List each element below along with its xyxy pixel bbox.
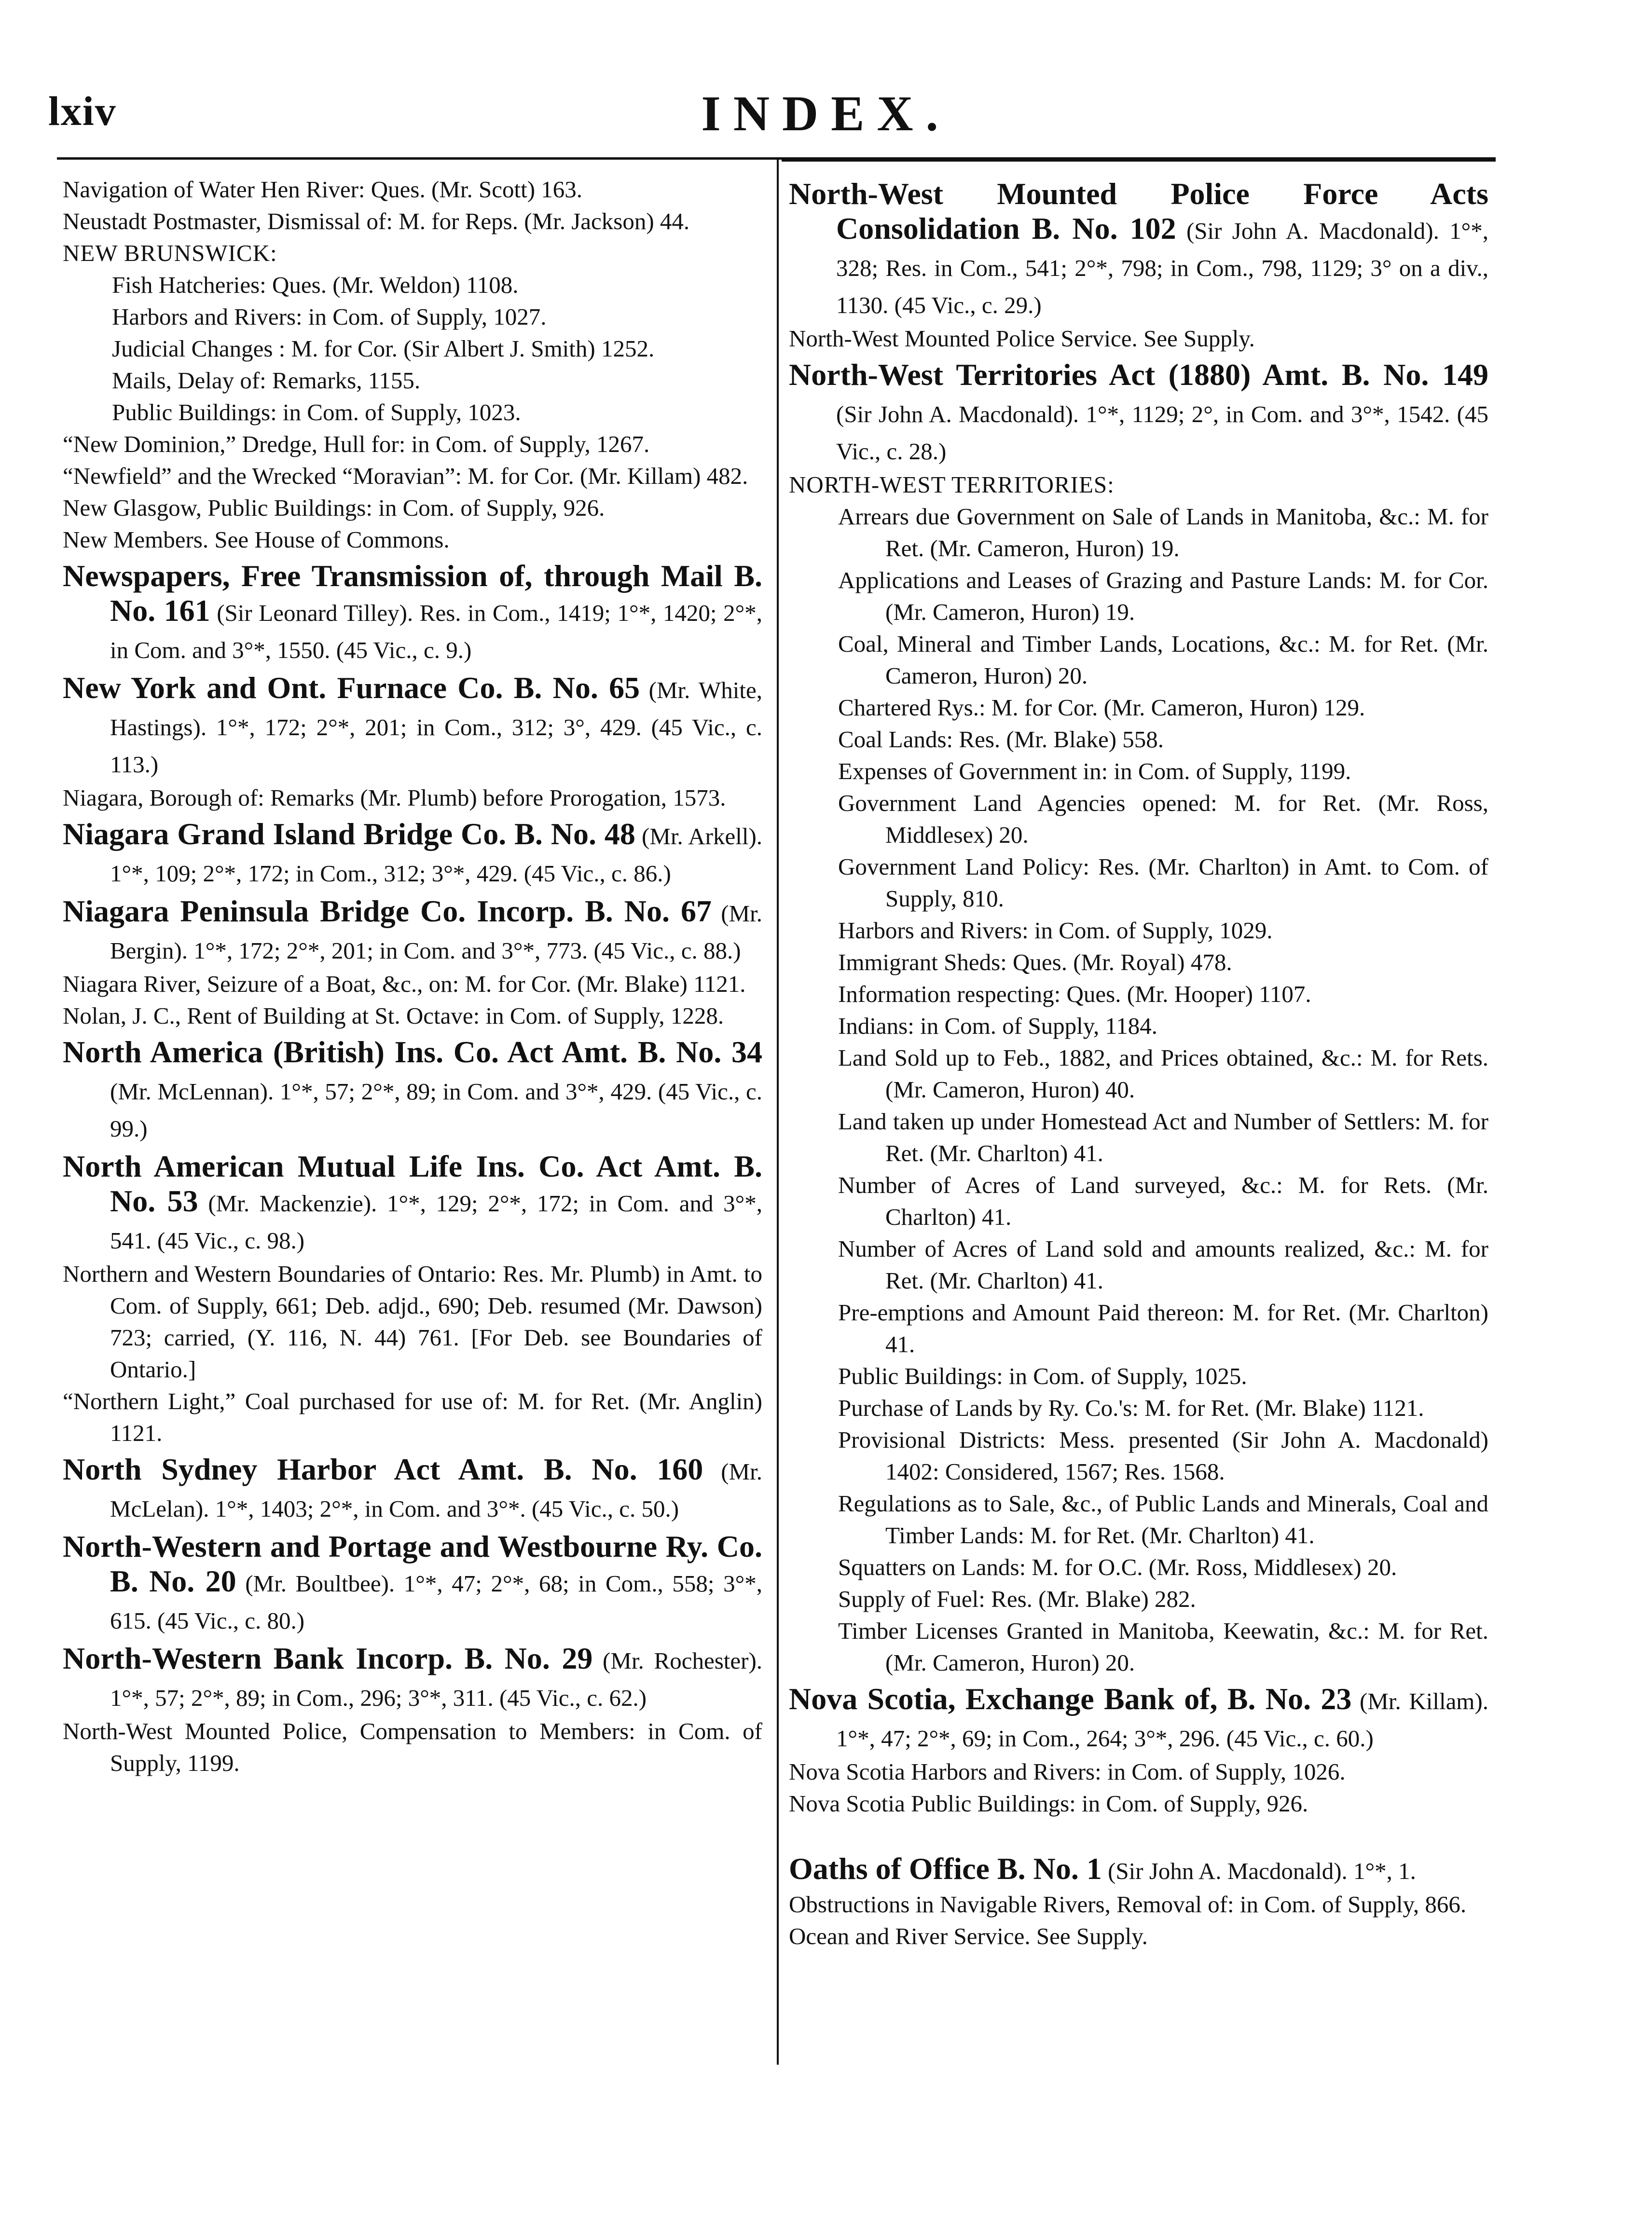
- right-column: [789, 174, 1488, 1952]
- page-number: lxiv: [48, 88, 117, 134]
- bill-details: (Mr. Mackenzie). 1°*, 129; 2°*, 172; in Com. and 3°*, 541. (45 Vic., c. 98.): [110, 1190, 763, 1254]
- index-subentry: Supply of Fuel: Res. (Mr. Blake) 282.: [838, 1586, 1196, 1612]
- index-entry-bill: [63, 559, 762, 668]
- index-subentry: Public Buildings: in Com. of Supply, 1025.: [838, 1363, 1247, 1389]
- index-subentry: Number of Acres of Land surveyed, &c.: M. for Rets. (Mr. Charlton) 41.: [838, 1172, 1488, 1230]
- index-entry: Northern and Western Boundaries of Ontario: Res. Mr. Plumb) in Amt. to Com. of Supply, 661; Deb. adjd., 690; Deb. resumed (Mr. Dawson) 723; carried, (Y. 116, N. 44) 761. [For Deb. see Boundaries of Ontario.]: [63, 1261, 762, 1383]
- index-entry-bill: [63, 1035, 762, 1146]
- index-heading: NEW BRUNSWICK:: [63, 240, 277, 266]
- index-subentry: Timber Licenses Granted in Manitoba, Keewatin, &c.: M. for Ret. (Mr. Cameron, Huron) 20.: [838, 1618, 1488, 1676]
- index-entry: “Newfield” and the Wrecked “Moravian”: M. for Cor. (Mr. Killam) 482.: [63, 463, 748, 489]
- index-subentry: Expenses of Government in: in Com. of Supply, 1199.: [838, 758, 1351, 784]
- index-subentry: Squatters on Lands: M. for O.C. (Mr. Ross, Middlesex) 20.: [838, 1554, 1397, 1580]
- index-entry-bill: [63, 1529, 762, 1638]
- index-entry: Nolan, J. C., Rent of Building at St. Octave: in Com. of Supply, 1228.: [63, 1002, 724, 1029]
- page-title: INDEX.: [701, 86, 951, 141]
- bill-details: (Sir John A. Macdonald). 1°*, 1.: [1101, 1858, 1416, 1884]
- index-subentry: Mails, Delay of: Remarks, 1155.: [112, 367, 421, 394]
- index-entry: Nova Scotia Harbors and Rivers: in Com. of Supply, 1026.: [789, 1758, 1346, 1785]
- index-entry-bill: [789, 1851, 1488, 1889]
- index-subentry: Information respecting: Ques. (Mr. Hooper) 1107.: [838, 981, 1311, 1007]
- index-entry: “Northern Light,” Coal purchased for use of: M. for Ret. (Mr. Anglin) 1121.: [63, 1388, 762, 1446]
- index-heading: NORTH-WEST TERRITORIES:: [789, 471, 1115, 498]
- index-entry: Neustadt Postmaster, Dismissal of: M. for Reps. (Mr. Jackson) 44.: [63, 208, 690, 234]
- index-subentry: Fish Hatcheries: Ques. (Mr. Weldon) 1108.: [112, 272, 519, 298]
- bill-title: Niagara Peninsula Bridge Co. Incorp. B. No. 67: [63, 894, 712, 928]
- index-subentry: Government Land Policy: Res. (Mr. Charlton) in Amt. to Com. of Supply, 810.: [838, 853, 1488, 912]
- header-rule-right: [782, 157, 1496, 162]
- index-entry: Navigation of Water Hen River: Ques. (Mr. Scott) 163.: [63, 176, 583, 203]
- index-subentry: Harbors and Rivers: in Com. of Supply, 1029.: [838, 917, 1273, 944]
- index-subentry: Pre-emptions and Amount Paid thereon: M. for Ret. (Mr. Charlton) 41.: [838, 1299, 1488, 1357]
- index-subentry: Land Sold up to Feb., 1882, and Prices obtained, &c.: M. for Rets. (Mr. Cameron, Huron) 40.: [838, 1044, 1488, 1103]
- bill-title: Newspapers, Free Transmission of, through Mail B. No. 161: [63, 559, 762, 628]
- index-subentry: Government Land Agencies opened: M. for Ret. (Mr. Ross, Middlesex) 20.: [838, 790, 1488, 848]
- bill-details: (Sir John A. Macdonald). 1°*, 1129; 2°, in Com. and 3°*, 1542. (45 Vic., c. 28.): [836, 401, 1488, 465]
- bill-title: North-West Mounted Police Force Acts Consolidation B. No. 102: [789, 177, 1488, 246]
- bill-title: Nova Scotia, Exchange Bank of, B. No. 23: [789, 1682, 1352, 1716]
- index-subentry: Indians: in Com. of Supply, 1184.: [838, 1013, 1157, 1039]
- index-entry-bill: [63, 1641, 762, 1715]
- bill-details: (Mr. Rochester). 1°*, 57; 2°*, 89; in Com., 296; 3°*, 311. (45 Vic., c. 62.): [110, 1647, 763, 1711]
- index-subentry: Purchase of Lands by Ry. Co.'s: M. for Ret. (Mr. Blake) 1121.: [838, 1395, 1424, 1421]
- bill-details: (Mr. McLelan). 1°*, 1403; 2°*, in Com. and 3°*. (45 Vic., c. 50.): [110, 1458, 762, 1522]
- index-subentry: Number of Acres of Land sold and amounts realized, &c.: M. for Ret. (Mr. Charlton) 41.: [838, 1235, 1488, 1294]
- index-entry: Ocean and River Service. See Supply.: [789, 1923, 1148, 1949]
- index-entry-bill: [63, 1149, 762, 1258]
- index-entry: New Glasgow, Public Buildings: in Com. of Supply, 926.: [63, 494, 605, 521]
- index-entry: Obstructions in Navigable Rivers, Removal of: in Com. of Supply, 866.: [789, 1891, 1467, 1918]
- index-entry: “New Dominion,” Dredge, Hull for: in Com. of Supply, 1267.: [63, 431, 650, 457]
- bill-title: North-Western and Portage and Westbourne Ry. Co. B. No. 20: [63, 1529, 762, 1598]
- column-divider: [777, 159, 779, 2065]
- bill-details: (Mr. Arkell). 1°*, 109; 2°*, 172; in Com., 312; 3°*, 429. (45 Vic., c. 86.): [110, 823, 763, 887]
- bill-title: North America (British) Ins. Co. Act Amt. B. No. 34: [63, 1035, 762, 1069]
- bill-details: (Mr. McLennan). 1°*, 57; 2°*, 89; in Com. and 3°*, 429. (45 Vic., c. 99.): [110, 1078, 762, 1142]
- index-subentry: Provisional Districts: Mess. presented (Sir John A. Macdonald) 1402: Considered, 1567; Res. 1568.: [838, 1426, 1488, 1485]
- bill-title: North Sydney Harbor Act Amt. B. No. 160: [63, 1452, 703, 1486]
- index-subentry: Harbors and Rivers: in Com. of Supply, 1027.: [112, 303, 547, 330]
- index-subentry: Public Buildings: in Com. of Supply, 1023.: [112, 399, 521, 425]
- bill-title: New York and Ont. Furnace Co. B. No. 65: [63, 671, 640, 705]
- index-entry: North-West Mounted Police Service. See Supply.: [789, 325, 1255, 352]
- bill-title: North-Western Bank Incorp. B. No. 29: [63, 1641, 593, 1675]
- index-subentry: Arrears due Government on Sale of Lands in Manitoba, &c.: M. for Ret. (Mr. Cameron, Huron) 19.: [838, 503, 1488, 562]
- index-entry: Niagara River, Seizure of a Boat, &c., on: M. for Cor. (Mr. Blake) 1121.: [63, 971, 746, 997]
- index-entry-bill: [63, 671, 762, 782]
- left-column: [63, 174, 762, 1779]
- bill-title: North American Mutual Life Ins. Co. Act Amt. B. No. 53: [63, 1149, 762, 1218]
- header-rule-left: [57, 157, 790, 160]
- index-entry-bill: [63, 817, 762, 891]
- index-entry: North-West Mounted Police, Compensation to Members: in Com. of Supply, 1199.: [63, 1718, 762, 1776]
- index-subentry: Immigrant Sheds: Ques. (Mr. Royal) 478.: [838, 949, 1232, 975]
- bill-title: North-West Territories Act (1880) Amt. B. No. 149: [789, 357, 1488, 392]
- index-subentry: Applications and Leases of Grazing and Pasture Lands: M. for Cor. (Mr. Cameron, Huron) 19.: [838, 567, 1488, 625]
- index-entry-bill: [789, 177, 1488, 323]
- bill-title: Oaths of Office B. No. 1: [789, 1851, 1102, 1886]
- bill-details: (Sir Leonard Tilley). Res. in Com., 1419; 1°*, 1420; 2°*, in Com. and 3°*, 1550. (45 Vic., c. 9.): [110, 600, 763, 663]
- bill-details: (Mr. Bergin). 1°*, 172; 2°*, 201; in Com. and 3°*, 773. (45 Vic., c. 88.): [110, 900, 763, 964]
- entry-gap: [789, 1820, 1488, 1849]
- index-subentry: Regulations as to Sale, &c., of Public Lands and Minerals, Coal and Timber Lands: M. for Ret. (Mr. Charlton) 41.: [838, 1490, 1488, 1549]
- bill-details: (Sir John A. Macdonald). 1°*, 328; Res. in Com., 541; 2°*, 798; in Com., 798, 1129; 3° on a div., 1130. (45 Vic., c. 29.): [836, 218, 1489, 318]
- index-subentry: Coal, Mineral and Timber Lands, Locations, &c.: M. for Ret. (Mr. Cameron, Huron) 20.: [838, 631, 1488, 689]
- bill-details: (Mr. White, Hastings). 1°*, 172; 2°*, 201; in Com., 312; 3°, 429. (45 Vic., c. 113.): [110, 677, 763, 778]
- page-header: [0, 0, 1652, 145]
- index-entry: Nova Scotia Public Buildings: in Com. of Supply, 926.: [789, 1790, 1308, 1817]
- index-entry-bill: [63, 894, 762, 968]
- bill-details: (Mr. Killam). 1°*, 47; 2°*, 69; in Com., 264; 3°*, 296. (45 Vic., c. 60.): [836, 1688, 1488, 1752]
- bill-details: (Mr. Boultbee). 1°*, 47; 2°*, 68; in Com., 558; 3°*, 615. (45 Vic., c. 80.): [110, 1570, 762, 1634]
- bill-title: Niagara Grand Island Bridge Co. B. No. 48: [63, 817, 635, 851]
- index-subentry: Land taken up under Homestead Act and Number of Settlers: M. for Ret. (Mr. Charlton) 41.: [838, 1108, 1488, 1166]
- index-entry-bill: [63, 1452, 762, 1526]
- index-subentry: Chartered Rys.: M. for Cor. (Mr. Cameron, Huron) 129.: [838, 694, 1365, 721]
- index-entry: Niagara, Borough of: Remarks (Mr. Plumb) before Prorogation, 1573.: [63, 784, 726, 811]
- index-entry: New Members. See House of Commons.: [63, 526, 450, 553]
- index-subentry: Coal Lands: Res. (Mr. Blake) 558.: [838, 726, 1164, 753]
- index-subentry: Judicial Changes : M. for Cor. (Sir Albert J. Smith) 1252.: [112, 335, 655, 362]
- index-entry-bill: [789, 1682, 1488, 1756]
- index-entry-bill: [789, 357, 1488, 469]
